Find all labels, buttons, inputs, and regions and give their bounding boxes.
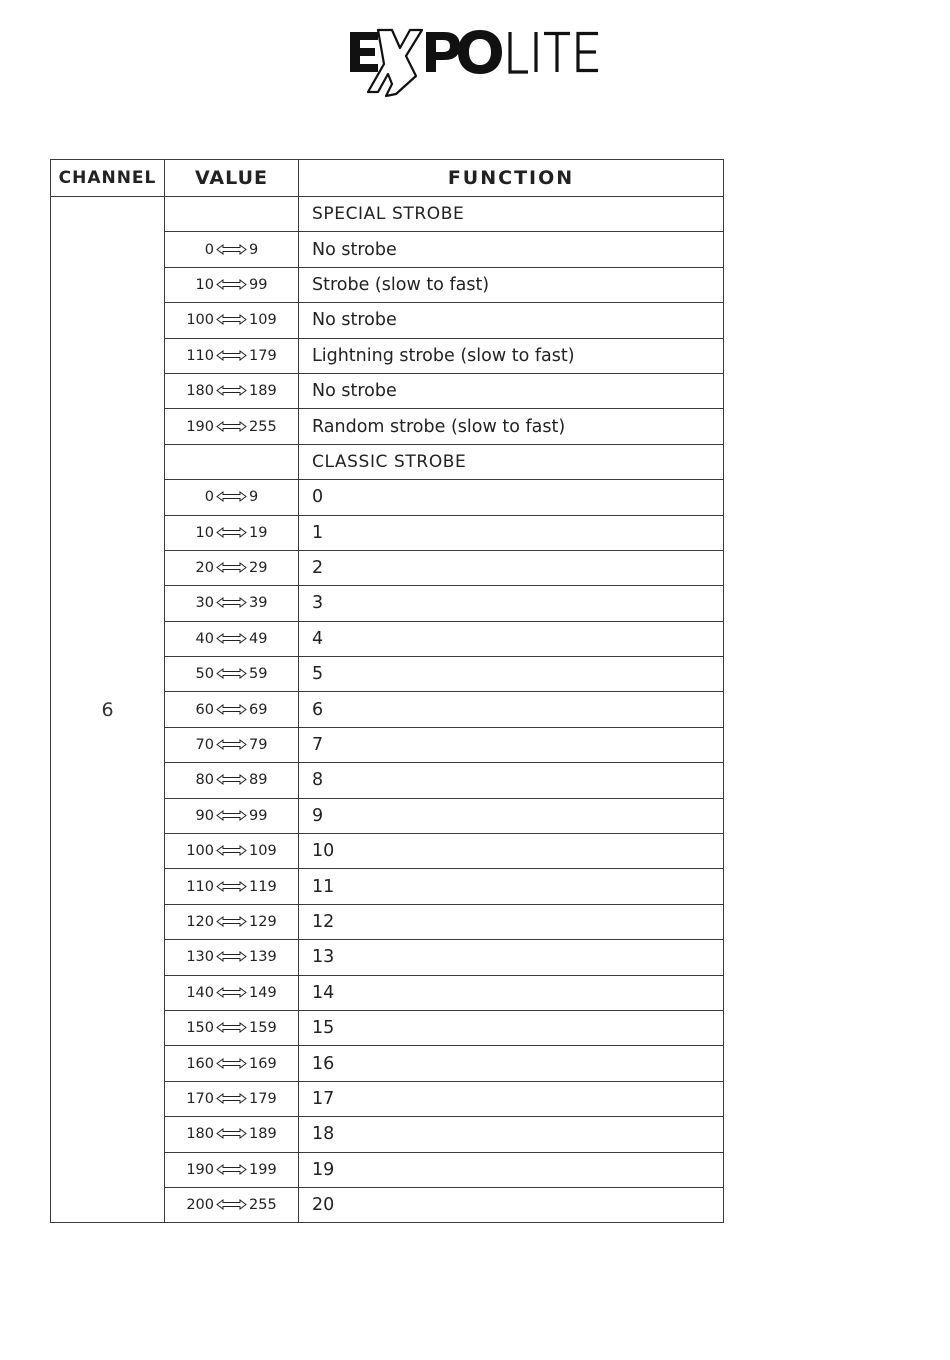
function-description: 20 <box>299 1187 724 1222</box>
function-description: No strobe <box>299 232 724 267</box>
double-arrow-icon <box>216 350 247 361</box>
value-range <box>165 904 299 939</box>
value-to: 79 <box>249 737 268 754</box>
double-arrow-icon <box>216 1164 247 1175</box>
value-range <box>165 586 299 621</box>
double-arrow-icon <box>216 314 247 325</box>
value-from: 140 <box>186 984 214 1001</box>
value-to: 99 <box>249 276 268 293</box>
function-description: 2 <box>299 550 724 585</box>
function-description: 18 <box>299 1117 724 1152</box>
value-to: 109 <box>249 843 277 860</box>
value-to: 179 <box>249 347 277 364</box>
value-from: 200 <box>186 1197 214 1214</box>
function-description: Random strobe (slow to fast) <box>299 409 724 444</box>
value-to: 99 <box>249 807 268 824</box>
double-arrow-icon <box>216 421 247 432</box>
value-from: 90 <box>195 807 214 824</box>
value-range <box>165 480 299 515</box>
double-arrow-icon <box>216 527 247 538</box>
value-from: 0 <box>204 241 214 258</box>
value-range <box>165 798 299 833</box>
table-header-row <box>51 160 724 197</box>
value-from: 70 <box>195 737 214 754</box>
double-arrow-icon <box>216 385 247 396</box>
double-arrow-icon <box>216 668 247 679</box>
value-to: 49 <box>249 630 268 647</box>
value-range <box>165 1152 299 1187</box>
value-range <box>165 869 299 904</box>
double-arrow-icon <box>216 1199 247 1210</box>
function-description: 4 <box>299 621 724 656</box>
value-range <box>165 940 299 975</box>
value-to: 19 <box>249 524 268 541</box>
value-range <box>165 338 299 373</box>
value-range <box>165 267 299 302</box>
value-from: 170 <box>186 1090 214 1107</box>
double-arrow-icon <box>216 951 247 962</box>
value-to: 179 <box>249 1090 277 1107</box>
value-to: 169 <box>249 1055 277 1072</box>
double-arrow-icon <box>216 739 247 750</box>
value-from: 110 <box>186 347 214 364</box>
function-description: 16 <box>299 1046 724 1081</box>
function-description: 14 <box>299 975 724 1010</box>
value-to: 255 <box>249 418 277 435</box>
expolite-logo-mark <box>348 26 608 98</box>
table-body <box>51 197 724 1223</box>
double-arrow-icon <box>216 1022 247 1033</box>
value-from: 190 <box>186 1161 214 1178</box>
double-arrow-icon <box>216 810 247 821</box>
double-arrow-icon <box>216 987 247 998</box>
value-range <box>165 1010 299 1045</box>
function-description: 13 <box>299 940 724 975</box>
value-range <box>165 834 299 869</box>
function-description: 15 <box>299 1010 724 1045</box>
double-arrow-icon <box>216 1128 247 1139</box>
value-to: 39 <box>249 595 268 612</box>
value-to: 129 <box>249 914 277 930</box>
value-to: 29 <box>249 560 268 577</box>
value-range <box>165 550 299 585</box>
double-arrow-icon <box>216 244 247 255</box>
value-range <box>165 763 299 798</box>
value-to: 255 <box>249 1197 277 1214</box>
double-arrow-icon <box>216 774 247 785</box>
value-range <box>165 1046 299 1081</box>
function-description: 11 <box>299 869 724 904</box>
dmx-channel-table <box>50 159 724 1223</box>
double-arrow-icon <box>216 1093 247 1104</box>
value-range <box>165 444 299 479</box>
function-description: 8 <box>299 763 724 798</box>
value-from: 80 <box>195 772 214 789</box>
value-from: 130 <box>186 949 214 966</box>
value-range <box>165 197 299 232</box>
double-arrow-icon <box>216 597 247 608</box>
header-function: FUNCTION <box>299 160 724 197</box>
value-from: 10 <box>195 276 214 293</box>
value-to: 189 <box>249 383 277 400</box>
value-range <box>165 515 299 550</box>
function-description: No strobe <box>299 303 724 338</box>
value-range <box>165 727 299 762</box>
value-to: 69 <box>249 701 268 718</box>
value-from: 30 <box>195 595 214 612</box>
value-from: 100 <box>186 843 214 860</box>
function-description: 6 <box>299 692 724 727</box>
function-description: 1 <box>299 515 724 550</box>
value-from: 150 <box>186 1020 214 1037</box>
value-from: 160 <box>186 1055 214 1072</box>
function-description: 0 <box>299 480 724 515</box>
function-description: Lightning strobe (slow to fast) <box>299 338 724 373</box>
header-value: VALUE <box>165 160 299 197</box>
value-from: 20 <box>195 560 214 577</box>
function-description: No strobe <box>299 373 724 408</box>
value-range <box>165 303 299 338</box>
channel-number: 6 <box>51 197 165 1223</box>
value-range <box>165 692 299 727</box>
double-arrow-icon <box>216 704 247 715</box>
value-range <box>165 657 299 692</box>
value-to: 189 <box>249 1126 277 1143</box>
value-to: 149 <box>249 984 277 1001</box>
double-arrow-icon <box>216 562 247 573</box>
value-to: 89 <box>249 772 268 789</box>
value-to: 59 <box>249 666 268 683</box>
value-range <box>165 1117 299 1152</box>
value-from: 180 <box>186 383 214 400</box>
value-to: 159 <box>249 1020 277 1037</box>
double-arrow-icon <box>216 491 247 502</box>
expolite-logo <box>348 26 608 98</box>
value-to: 9 <box>249 241 259 258</box>
value-range <box>165 621 299 656</box>
function-description: 12 <box>299 904 724 939</box>
function-description: 17 <box>299 1081 724 1116</box>
function-description: 3 <box>299 586 724 621</box>
double-arrow-icon <box>216 279 247 290</box>
value-from: 60 <box>195 701 214 718</box>
function-description: 10 <box>299 834 724 869</box>
header-channel: CHANNEL <box>51 160 165 197</box>
value-range <box>165 232 299 267</box>
value-from: 180 <box>186 1126 214 1143</box>
value-to: 139 <box>249 949 277 966</box>
function-description: 9 <box>299 798 724 833</box>
value-from: 40 <box>195 630 214 647</box>
value-from: 50 <box>195 666 214 683</box>
section-heading: CLASSIC STROBE <box>299 444 724 479</box>
value-from: 10 <box>195 524 214 541</box>
value-from: 100 <box>186 312 214 329</box>
double-arrow-icon <box>216 1058 247 1069</box>
value-to: 9 <box>249 489 259 506</box>
section-heading: SPECIAL STROBE <box>299 197 724 232</box>
value-range <box>165 409 299 444</box>
table-row <box>51 197 724 232</box>
double-arrow-icon <box>216 881 247 892</box>
value-from: 0 <box>204 489 214 506</box>
function-description: Strobe (slow to fast) <box>299 267 724 302</box>
double-arrow-icon <box>216 633 247 644</box>
function-description: 5 <box>299 657 724 692</box>
value-range <box>165 373 299 408</box>
value-to: 119 <box>249 878 277 895</box>
value-range <box>165 1187 299 1222</box>
double-arrow-icon <box>216 916 247 927</box>
value-range <box>165 975 299 1010</box>
value-from: 110 <box>186 878 214 895</box>
value-range <box>165 1081 299 1116</box>
value-to: 109 <box>249 312 277 329</box>
function-description: 19 <box>299 1152 724 1187</box>
function-description: 7 <box>299 727 724 762</box>
value-to: 199 <box>249 1161 277 1178</box>
double-arrow-icon <box>216 845 247 856</box>
value-from: 120 <box>186 914 214 930</box>
value-from: 190 <box>186 418 214 435</box>
